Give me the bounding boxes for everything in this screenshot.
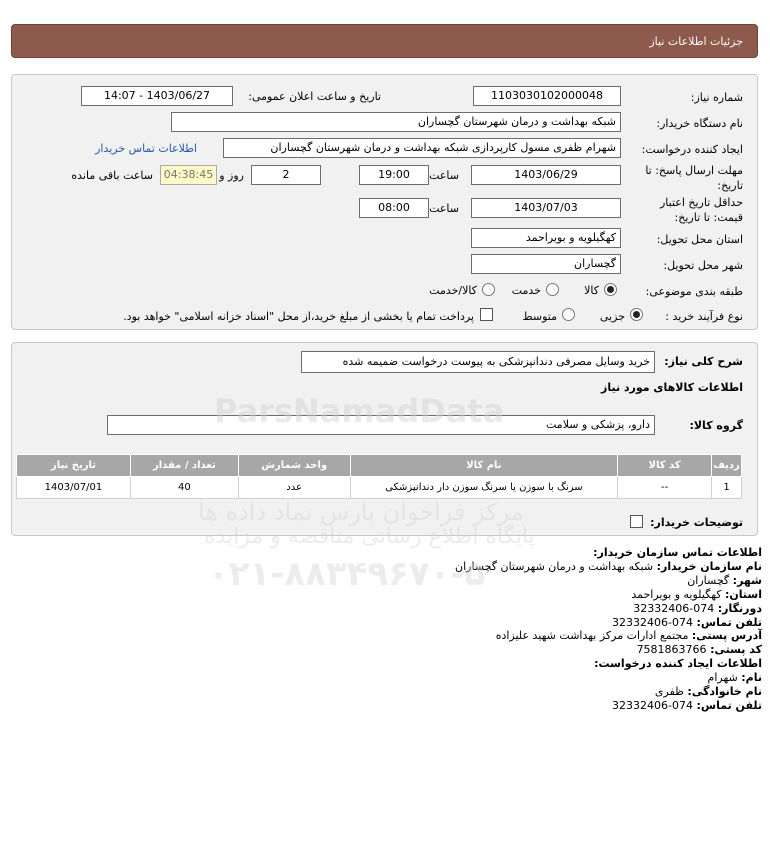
remaining-time-label: ساعت باقی مانده [71, 169, 153, 182]
deadline-label: مهلت ارسال پاسخ: تا تاریخ: [645, 164, 743, 192]
goods-table [16, 454, 742, 499]
buyer-name-label: نام سازمان خریدار: [656, 559, 762, 573]
cell-need-date: 1403/07/01 [17, 477, 131, 499]
last-name-label: نام خانوادگی: [687, 685, 762, 699]
page-header [11, 24, 758, 58]
need-panel [11, 342, 758, 536]
process-medium-label: متوسط [522, 310, 557, 323]
first-name-label: نام: [741, 671, 762, 685]
contact-province-value: کهگیلویه و بویراحمد [631, 587, 722, 601]
announce-label: تاریخ و ساعت اعلان عمومی: [248, 90, 381, 103]
address-label: آدرس پستی: [691, 629, 762, 643]
validity-time-label: ساعت [429, 202, 459, 215]
buyer-contact-link[interactable]: اطلاعات تماس خریدار [95, 142, 197, 155]
creator-phone-value: 074-32332406 [612, 698, 694, 712]
phone-value: 074-32332406 [612, 615, 694, 629]
category-goods-radio[interactable] [604, 283, 617, 296]
goods-group-label: گروه کالا: [689, 419, 743, 432]
col-unit: واحد شمارش [238, 455, 350, 477]
page-title: جزئیات اطلاعات نیاز [649, 35, 743, 48]
fax-label: دورنگار: [717, 601, 762, 615]
table-row [17, 477, 742, 499]
treasury-checkbox[interactable] [480, 308, 493, 321]
buyer-org-label: نام دستگاه خریدار: [656, 117, 743, 130]
col-row-number: ردیف [712, 455, 742, 477]
contact-info [62, 546, 762, 713]
category-service-label: خدمت [511, 284, 541, 297]
province-field: کهگیلویه و بویراحمد [471, 228, 621, 248]
goods-group-field: دارو، پزشکی و سلامت [107, 415, 655, 435]
creator-phone-label: تلفن تماس: [696, 698, 762, 712]
days-remaining-field: 2 [251, 165, 321, 185]
process-medium-radio[interactable] [562, 308, 575, 321]
buyer-notes-checkbox[interactable] [630, 515, 643, 528]
category-service-radio[interactable] [546, 283, 559, 296]
announce-field: 1403/06/27 - 14:07 [81, 86, 233, 106]
process-minor-label: جزیی [599, 310, 625, 323]
city-label: شهر محل تحویل: [663, 259, 743, 272]
need-number-label: شماره نیاز: [690, 91, 743, 104]
category-goods-label: کالا [584, 284, 599, 297]
days-label: روز و [219, 169, 244, 182]
watermark-line1: مرکز فراخوان پارس نماد داده ها [198, 498, 524, 526]
validity-date-field: 1403/07/03 [471, 198, 621, 218]
details-panel [11, 74, 758, 330]
category-goods-service-label: کالا/خدمت [429, 284, 477, 297]
postal-label: کد پستی: [710, 643, 762, 657]
cell-item-name: سرنگ با سوزن یا سرنگ سوزن دار دندانپزشکی [350, 477, 618, 499]
buyer-name-value: شبکه بهداشت و درمان شهرستان گچساران [455, 559, 654, 573]
deadline-time-label: ساعت [429, 169, 459, 182]
process-label: نوع فرآیند خرید : [665, 310, 743, 323]
contact-province-label: استان: [725, 587, 762, 601]
creator-field: شهرام ظفری مسول کارپردازی شبکه بهداشت و درمان شهرستان گچساران [223, 138, 621, 158]
phone-label: تلفن تماس: [696, 615, 762, 629]
cell-quantity: 40 [130, 477, 238, 499]
need-summary-field: خرید وسایل مصرفی دندانپزشکی به پیوست درخواست ضمیمه شده [301, 351, 655, 373]
buyer-notes-label: توضیحات خریدار: [650, 516, 743, 529]
cell-item-code: -- [618, 477, 712, 499]
watermark-phone: ۰۲۱-۸۸۳۴۹۶۷۰-۵ [208, 554, 486, 594]
org-contact-title: اطلاعات تماس سازمان خریدار: [593, 546, 762, 559]
treasury-note: پرداخت تمام یا بخشی از مبلغ خرید،از محل "اسناد خزانه اسلامی" خواهد بود. [123, 310, 474, 323]
col-item-name: نام کالا [350, 455, 618, 477]
category-label: طبقه بندی موضوعی: [645, 285, 743, 298]
remaining-time-field: 04:38:45 [160, 165, 217, 185]
cell-row-number: 1 [712, 477, 742, 499]
city-field: گچساران [471, 254, 621, 274]
col-quantity: تعداد / مقدار [130, 455, 238, 477]
first-name-value: شهرام [707, 671, 738, 685]
fax-value: 074-32332406 [633, 601, 715, 615]
cell-unit: عدد [238, 477, 350, 499]
buyer-org-field: شبکه بهداشت و درمان شهرستان گچساران [171, 112, 621, 132]
creator-label: ایجاد کننده درخواست: [641, 143, 743, 156]
col-item-code: کد کالا [618, 455, 712, 477]
goods-info-title: اطلاعات کالاهای مورد نیاز [601, 381, 743, 394]
validity-label: حداقل تاریخ اعتبار قیمت: تا تاریخ: [659, 196, 743, 224]
deadline-time-field: 19:00 [359, 165, 429, 185]
need-number-field: 1103030102000048 [473, 86, 621, 106]
creator-contact-title: اطلاعات ایجاد کننده درخواست: [594, 657, 762, 671]
validity-time-field: 08:00 [359, 198, 429, 218]
contact-city-label: شهر: [732, 573, 762, 587]
category-goods-service-radio[interactable] [482, 283, 495, 296]
address-value: مجتمع ادارات مرکز بهداشت شهید علیزاده [495, 629, 689, 643]
need-summary-label: شرح کلی نیاز: [664, 355, 743, 368]
deadline-date-field: 1403/06/29 [471, 165, 621, 185]
process-minor-radio[interactable] [630, 308, 643, 321]
watermark-line2: پایگاه اطلاع رسانی مناقصه و مزایده [204, 524, 535, 549]
last-name-value: ظفری [654, 685, 684, 699]
table-header-row [17, 455, 742, 477]
province-label: استان محل تحویل: [656, 233, 743, 246]
col-need-date: تاریخ نیاز [17, 455, 131, 477]
contact-city-value: گچساران [687, 573, 730, 587]
watermark-brand: ParsNamadData [214, 392, 505, 430]
postal-value: 7581863766 [636, 643, 707, 657]
